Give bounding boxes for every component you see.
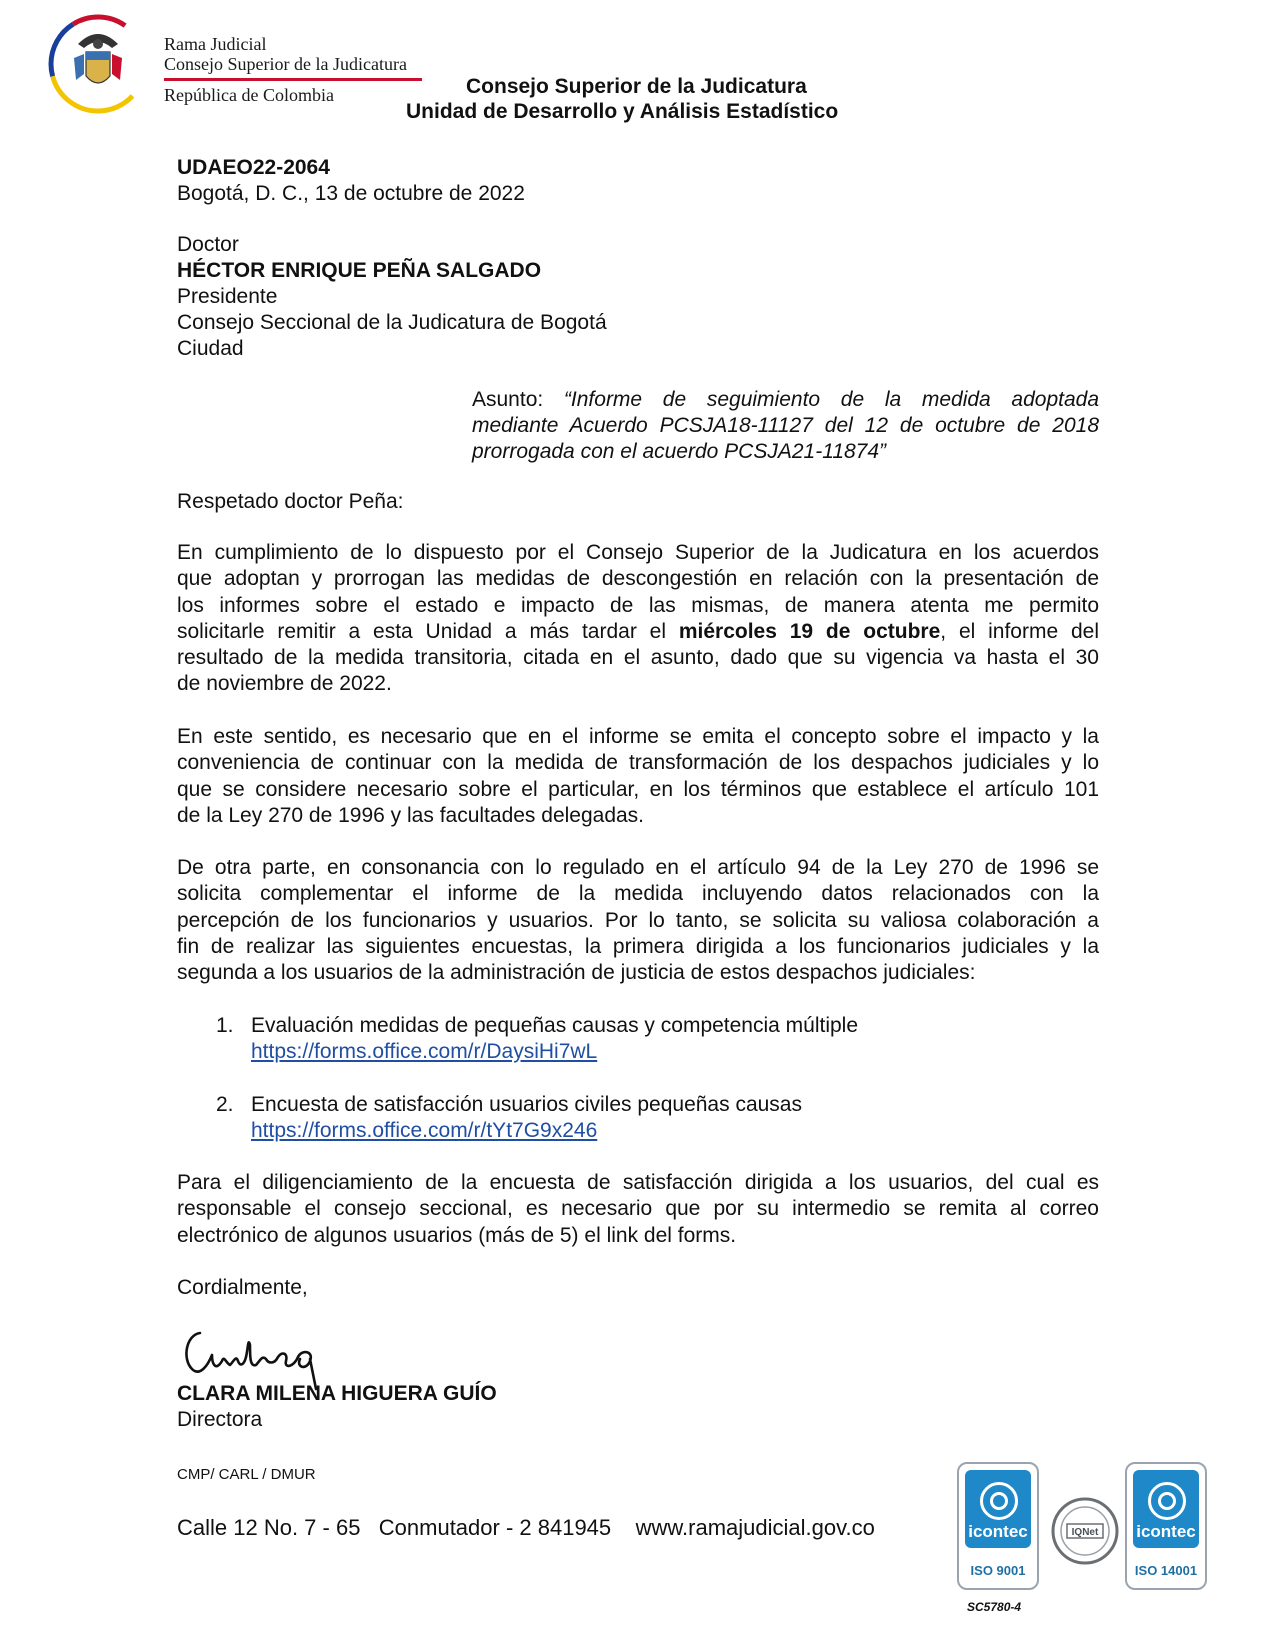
- paragraph-2: [177, 724, 1099, 829]
- icontec-iso-9001-badge: [957, 1462, 1039, 1590]
- p4-line-2: responsable el consejo seccional, es necesario que por su intermedio se remita al correo: [177, 1197, 1099, 1221]
- subject-line-1: “Informe de seguimiento de la medida adoptada: [563, 388, 1100, 411]
- p3-line-3: percepción de los funcionarios y usuarios. Por lo tanto, se solicita su valiosa colaboración a: [177, 908, 1099, 932]
- p3-line-2: solicita complementar el informe de la medida incluyendo datos relacionados con la: [177, 882, 1099, 906]
- subject-line-2: mediante Acuerdo PCSJA18-11127 del 12 de octubre de 2018: [472, 414, 1099, 437]
- iqnet-logo: [1050, 1496, 1120, 1566]
- iqnet-label: IQNet: [1071, 1527, 1099, 1538]
- icontec-icon: [1148, 1482, 1186, 1520]
- cert2-iso: ISO 14001: [1134, 1563, 1198, 1578]
- p1-line-4: [177, 619, 1099, 645]
- p2-line-1: En este sentido, es necesario que en el informe se emita el concepto sobre el impacto y la: [177, 725, 1099, 748]
- icontec-iso-14001-badge: [1125, 1462, 1207, 1590]
- survey-2-number: 2.: [216, 1093, 234, 1116]
- recipient-entity: Consejo Seccional de la Judicatura de Bogotá: [177, 311, 607, 334]
- icontec-icon: [980, 1482, 1018, 1520]
- recipient-salutation: Doctor: [177, 233, 239, 256]
- survey-1-number: 1.: [216, 1014, 234, 1037]
- header-title-1: Consejo Superior de la Judicatura: [466, 75, 807, 98]
- p4-line-1: Para el diligenciamiento de la encuesta de satisfacción dirigida a los usuarios, del cual es: [177, 1171, 1099, 1194]
- p1-line-4-a: solicitarle remitir a esta Unidad a más tardar el: [177, 619, 666, 643]
- p4-line-3: electrónico de algunos usuarios (más de 5) el link del forms.: [177, 1223, 737, 1247]
- logo-org-line3: República de Colombia: [164, 85, 334, 105]
- p1-line-5: resultado de la medida transitoria, citada en el asunto, dado que su vigencia va hasta el 30: [177, 646, 1099, 670]
- p2-line-3: que se considere necesario sobre el particular, en los términos que establece el artículo 101: [177, 777, 1099, 801]
- p1-line-6: de noviembre de 2022.: [177, 672, 392, 696]
- p1-line-4-b: , el informe del: [940, 619, 1100, 643]
- closing: Cordialmente,: [177, 1276, 308, 1299]
- footer-contact: Calle 12 No. 7 - 65 Conmutador - 2 841945 www.ramajudicial.gov.co: [177, 1515, 875, 1540]
- certificate-code: SC5780-4: [967, 1600, 1022, 1614]
- survey-1-link[interactable]: https://forms.office.com/r/DaysiHi7wL: [251, 1040, 598, 1063]
- subject-label: Asunto:: [472, 388, 544, 411]
- coat-of-arms-logo: [48, 14, 148, 114]
- recipient-role: Presidente: [177, 285, 278, 308]
- p1-line-2: que adoptan y prorrogan las medidas de descongestión en relación con la presentación de: [177, 567, 1099, 591]
- p1-line-3: los informes sobre el estado e impacto de las mismas, de manera atenta me permito: [177, 593, 1099, 617]
- logo-org-line2: Consejo Superior de la Judicatura: [164, 54, 407, 74]
- survey-1-title: Evaluación medidas de pequeñas causas y competencia múltiple: [251, 1014, 859, 1037]
- paragraph-1: [177, 540, 1099, 698]
- subject-line-3: prorrogada con el acuerdo PCSJA21-11874”: [472, 440, 887, 463]
- cert1-iso: ISO 9001: [970, 1563, 1026, 1578]
- p1-deadline: miércoles 19 de octubre: [678, 619, 941, 643]
- reference-code: UDAEO22-2064: [177, 156, 330, 179]
- paragraph-4: [177, 1170, 1099, 1249]
- signer-name: CLARA MILENA HIGUERA GUÍO: [177, 1382, 497, 1405]
- place-date: Bogotá, D. C., 13 de octubre de 2022: [177, 182, 525, 205]
- recipient-city: Ciudad: [177, 337, 244, 360]
- recipient-name: HÉCTOR ENRIQUE PEÑA SALGADO: [177, 259, 542, 282]
- survey-2-title: Encuesta de satisfacción usuarios civiles pequeñas causas: [251, 1093, 802, 1116]
- header-title-2: Unidad de Desarrollo y Análisis Estadístico: [406, 100, 839, 123]
- cert1-name: icontec: [968, 1522, 1028, 1541]
- logo-divider: [164, 78, 422, 81]
- signer-role: Directora: [177, 1408, 263, 1431]
- cert2-name: icontec: [1136, 1522, 1196, 1541]
- p2-line-4: de la Ley 270 de 1996 y las facultades delegadas.: [177, 803, 645, 827]
- p3-line-4: fin de realizar las siguientes encuestas, la primera dirigida a los funcionarios judiciales y la: [177, 934, 1099, 958]
- logo-org-line1: Rama Judicial: [164, 34, 267, 54]
- subject-block: [472, 387, 1099, 465]
- p2-line-2: conveniencia de continuar con la medida de transformación de los despachos judiciales y lo: [177, 751, 1099, 775]
- initials: CMP/ CARL / DMUR: [177, 1466, 316, 1483]
- paragraph-3: [177, 855, 1099, 986]
- survey-2-link[interactable]: https://forms.office.com/r/tYt7G9x246: [251, 1119, 598, 1142]
- p1-line-1: En cumplimiento de lo dispuesto por el Consejo Superior de la Judicatura en los acuerdos: [177, 541, 1099, 564]
- greeting: Respetado doctor Peña:: [177, 490, 404, 513]
- p3-line-5: segunda a los usuarios de la administración de justicia de estos despachos judiciales:: [177, 961, 976, 985]
- p3-line-1: De otra parte, en consonancia con lo regulado en el artículo 94 de la Ley 270 de 1996 se: [177, 856, 1099, 879]
